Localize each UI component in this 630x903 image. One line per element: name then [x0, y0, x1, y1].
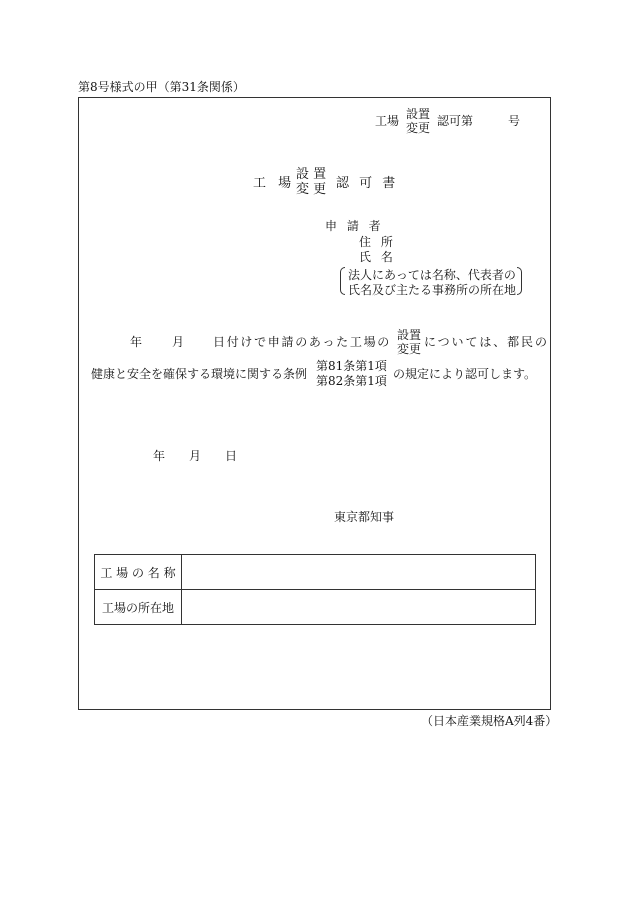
body-line2-text: 健康と安全を確保する環境に関する条例 — [91, 367, 308, 381]
footer-note: （日本産業規格A列4番） — [421, 714, 558, 728]
body-nen: 年 — [130, 335, 143, 349]
table-row — [95, 555, 536, 590]
body-article1: 第81条第1項 — [316, 359, 387, 373]
issuer: 東京都知事 — [334, 510, 395, 524]
title-koujou: 工 場 — [253, 176, 296, 191]
title-setchi: 設 置 — [296, 167, 327, 182]
body-line2-end: の規定により認可します。 — [393, 367, 537, 381]
body-tsuki: 月 — [172, 335, 185, 349]
corporate-note-line1: 法人にあっては名称、代表者の — [348, 268, 516, 282]
corporate-note-text — [348, 268, 516, 298]
corporate-note-line2: 氏名及び主たる事務所の所在地 — [348, 283, 517, 297]
factory-location-field[interactable] — [182, 590, 536, 625]
name-label: 氏 名 — [359, 250, 396, 264]
factory-name-field[interactable] — [182, 555, 536, 590]
body-setchi-henkou — [397, 328, 421, 356]
header-setchi-henkou — [406, 107, 430, 135]
title-setchi-henkou — [296, 167, 326, 197]
applicant-label: 申 請 者 — [325, 219, 384, 233]
date-hi: 日 — [225, 449, 238, 463]
corporate-note — [340, 266, 522, 298]
factory-name-label: 工 場 の 名 称 — [95, 555, 182, 590]
header-setchi: 設置 — [406, 107, 431, 121]
factory-info-table — [94, 554, 536, 625]
body-articles — [316, 359, 387, 389]
title-henkou: 変 更 — [296, 182, 327, 197]
header-ninka-dai: 認可第 — [437, 114, 474, 128]
header-gou: 号 — [508, 114, 521, 128]
factory-location-label: 工場の所在地 — [95, 590, 182, 625]
form-number: 第8号様式の甲（第31条関係） — [78, 80, 245, 94]
body-henkou: 変更 — [397, 342, 422, 356]
right-bracket — [517, 267, 522, 295]
left-bracket — [340, 267, 345, 295]
date-nen: 年 — [153, 449, 166, 463]
date-tsuki: 月 — [189, 449, 202, 463]
body-article2: 第82条第1項 — [316, 374, 387, 388]
header-koujou: 工場 — [375, 114, 400, 128]
header-henkou: 変更 — [406, 121, 431, 135]
table-row — [95, 590, 536, 625]
body-setchi: 設置 — [397, 328, 422, 342]
title-ninkasho: 認 可 書 — [336, 176, 399, 191]
address-label: 住 所 — [359, 235, 396, 249]
body-line1-text: 日付けで申請のあった工場の — [213, 335, 391, 349]
body-line1-end: については、都民の — [424, 335, 549, 349]
